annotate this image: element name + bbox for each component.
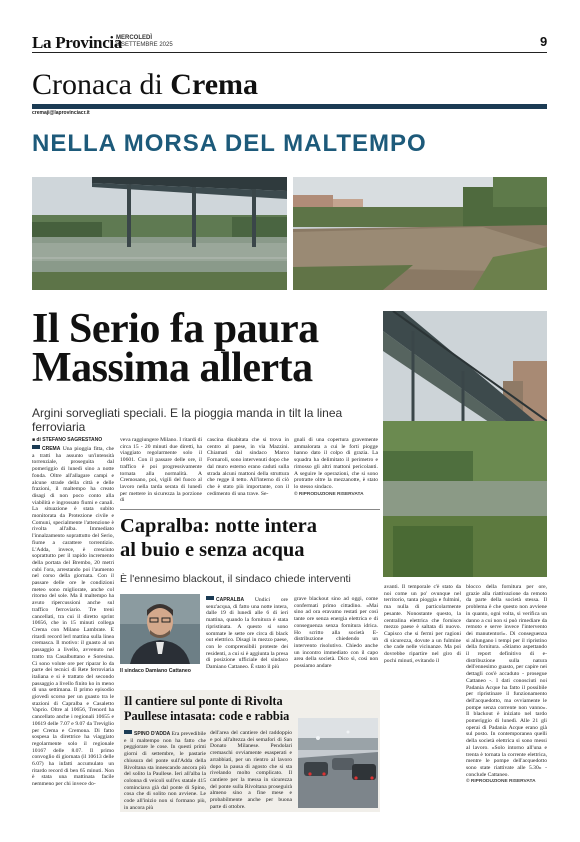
second-headline — [120, 514, 380, 562]
second-headline-line2: al buio e senza acqua — [120, 539, 305, 561]
main-column-4 — [294, 437, 378, 507]
lead-marker — [32, 445, 40, 449]
second-dateline: CAPRALBA — [216, 597, 245, 603]
issue-weekday: MERCOLEDÌ — [116, 35, 152, 41]
second-column-1 — [206, 596, 288, 686]
main-column-3 — [207, 437, 289, 505]
issue-date — [116, 35, 173, 49]
photo-mayor-portrait — [120, 594, 200, 664]
section-email: cremaji@laprovinciacr.it — [32, 110, 90, 116]
issue-full-date: 3 SETTEMBRE 2025 — [116, 42, 173, 48]
main-col4-text: gnali di una copertura gravemente ammalorata a cui le forti piogge hanno dato il colpo di grazia. La squadra ha delimitato il perimetro e rimosso gli altri mattoni pericolanti. A seguire le operazioni, che si sono protratte oltre la mezzanotte, è stato lo stesso sindaco. — [294, 437, 378, 490]
mayor-photo-caption: Il sindaco Damiano Cattaneo — [120, 668, 191, 674]
second-deck: È l'ennesimo blackout, il sindaco chiede interventi — [120, 573, 351, 585]
second-column-3 — [384, 584, 461, 834]
photo-bridge-river — [32, 177, 287, 290]
lead-marker — [206, 596, 214, 600]
section-bar — [32, 104, 547, 109]
box-column-1 — [124, 730, 206, 810]
main-col3-text: cascina disabitata che si trova in centro al paese, in via Mazzini. Chiamati dal sindaco Marco Fornaroli, sono intervenuti dopo che dal muro esterno erano caduti sulla strada alcuni mattoni della struttura che regge il tetto. All'interno di ciò che è stato più importante, con il cedimento di una trave. Se- — [207, 437, 289, 497]
lead-marker — [124, 730, 132, 734]
section-title — [32, 68, 258, 102]
box-headline-line2: Paullese intasata: code e rabbia — [124, 709, 290, 723]
photo-traffic-jam — [298, 718, 378, 808]
box-col2-text: dell'area del cantiere del raddoppio e poi all'altezza dei semafori di San Donato Milanese. Pendolari cremaschi ovviamente esasperati e arrabbiati, per un rientro al lavoro dopo la pausa di agosto che si sta rivelando molto complicato. Il cantiere per la messa in sicurezza del ponte sulla Rivoltana proseguirà almeno sino a fine mese e probabilmente anche per buona parte di ottobre. — [210, 730, 292, 810]
section-city: Crema — [170, 68, 259, 101]
box-col1-text: Era prevedibile e il maltempo non ha fatto che peggiorare le cose. In questi primi giorni di settembre, le pastarie chiusura del ponte sull'Adda della Rivoltana sta innescando ancora più del solito la Paullese. Ieri all'alba la colonna di veicoli sull'ex statale 415 cominciava già dal ponte di Spino, cosa che di solito non avviene. Le code all'inizio non si formano più, in ancora più — [124, 731, 206, 810]
box-headline-line1: Il cantiere sul ponte di Rivolta — [124, 694, 283, 708]
main-dateline: CREMA — [42, 446, 61, 452]
photo-railway-bridge — [383, 311, 547, 577]
page-kicker: NELLA MORSA DEL MALTEMPO — [32, 130, 427, 157]
second-copyright: © RIPRODUZIONE RISERVATA — [466, 779, 536, 785]
second-col2-text: grave blackout sino ad oggi, come confermati primo cittadino. «Mai sino ad ora eravamo restati per così tante ore senza energia elettrica e di conseguenza senza fornitura idrica. Ho scritto alla società E-distribuzione chiedendo un intervento risolutivo. Chiedo anche un incontro immediato con il capo area della società. Dico sì, così non possiamo andare — [294, 596, 378, 670]
second-headline-line1: Capralba: notte intera — [120, 515, 318, 537]
second-col4-text: blocco della fornitura per ore, grazie alla riattivazione da remoto da parte della società stessa. Il problema è che questo non avviene in quanto, ogni volta, si verifica un danno a cui non si può rimediare da remoto e serve invece l'intervento dei manutentori». Di conseguenza si allungano i tempi per il ripristino della fornitura. «Stiamo aspettando il report definitivo di e-distribuzione sulla natura dell'ennesimo guasto, per capire nei dettagli cos'è accaduto - prosegue Cattaneo -. I dati conosciuti noi Padania Acque ha fatto il possibile per ripristinare il funzionamento dell'acquedotto, ma ovviamente le pompe senza corrente non vanno». Il blackout è iniziato nel tardo pomeriggio di lunedì. Alle 21 gli operai di Padania Acque erano già sul posto. In contemporanea quelli della società elettrica si sono messi al lavoro. «Solo intorno all'una e trenta è tornata la corrente elettrica, mentre le pompe dell'acquedotto sono state riattivate alle 5.30» - conclude Cattaneo. — [466, 584, 547, 778]
main-headline-line1: Il Serio fa paura — [32, 306, 319, 352]
newspaper-brand: La Provincia — [32, 33, 123, 52]
main-copyright: © RIPRODUZIONE RISERVATA — [294, 491, 364, 497]
main-byline-text: di STEFANO SAGRESTANO — [36, 437, 103, 443]
story-divider — [120, 509, 380, 510]
box-dateline: SPINO D'ADDA — [134, 731, 171, 737]
second-column-4 — [466, 584, 547, 832]
main-headline-line2: Massima allerta — [32, 345, 313, 391]
box-column-2 — [210, 730, 292, 810]
main-column-2 — [120, 437, 202, 505]
second-col1-text: Undici ore senz'acqua, di fatto una notte intera, dalle 19 di lunedì alle 6 di ieri mattina, quando la fornitura è stata ripristinata. A questo si sono sommate le sette ore circa di black out elettrico. Disagi in mezzo paese, con le comprensibili proteste dei residenti, a cui si è aggiunta la presa di posizione ufficiale del sindaco Damiano Cattaneo. È stato il più — [206, 597, 288, 671]
second-col3-text: avanti. Il temporale c'è stato da noi come un po' ovunque nel territorio, tanta pioggia e fulmini, ma nulla di particolarmente pesante. Nonostante questo, la centralina elettrica che fornisce mezzo paese è saltata di nuovo. Capisco che si fermi per ragioni di sicurezza, dovute a un fulmine che cade nelle vicinanze. Ma poi dovrebbe ripartire nel giro di pochi minuti, evitando il — [384, 584, 461, 664]
header-divider — [32, 52, 547, 53]
main-headline — [32, 306, 382, 391]
main-byline: ■ di STEFANO SAGRESTANO — [32, 437, 103, 443]
page-number: 9 — [540, 34, 548, 49]
main-column-1 — [32, 445, 114, 840]
main-col2-text: veva raggiungere Milano. I ritardi di circa 15 - 20 minuti due diretti, ha viaggiato regolarmente solo il 10601. Con il passare delle ore, il traffico è poi progressivamente tornata alla normalità. A Cremosano, poi, vigili del fuoco al lavoro nella tarda serata di lunedì per mettere in sicurezza la porzione di — [120, 437, 202, 504]
main-col1-text: Una pioggia fitta, che a tratti ha assunto un'intensità torrenziale, proseguita dal pomeriggio di lunedì sino a notte fonda. Oltre all'allagare campi e alcune strade della città e delle frazioni, il maltempo ha creato disagi di non poco conto alla viabilità e ingrossato fiumi e canali. La situazione è stata subito monitorata da Protezione civile e Comuni, specialmente l'attenzione è rivolta all'alba. Immediato l'innalzamento soprattutto del Serio, fiume a carattere torrentizio. L'Adda, invece, è cresciuto soprattutto per il rapido incremento della portata del Brembo, 20 metri cubi l'ora, arrestando poi l'aumento nel corso della giornata. Con il passare delle ore le condizioni meteo sono migliorate, anche col ritorno del sole. Ma il maltempo ha avuto ripercussioni anche sul traffico ferroviario. Tre treni cancellati, tra cui il diretto sprint 10656, che in 15 minuti collega Crema con Milano Lambrate. E ritardi record lerl mattina sulla linea cremasca. Il motivo: il guasto al un passaggio a livello, avvenuto nel tratto tra Casalbuttano e Soresina. Ci sono volute ore per riparar lo da parte dei tecnici di Rete ferroviaria italiana e si è trattato del secondo passaggio a livello finito ko in meno di una settimana. Il primo episodio giovedì scorso per un guasto tra le stazioni di Capralba e Casaletto Vaprio. Oltre al 10656, Trenord ha cancellato anche i regionali 10655 e 10619 delle 7.07 e 9.07 da Treviglio per Crema e Cremona. Di fatto sospesa la direttrice ha viaggiato regolarmente solo il regionale 10167 delle 8.07. Il primo convoglio di giornata (il 10613 delle 6.07) ha infatti accumulato un ritardo record di ben 65 minuti. Non è stata una mattinata facile nemmeno per chi invece do- — [32, 446, 114, 788]
section-prefix: Cronaca di — [32, 68, 163, 101]
photo-swollen-river — [293, 177, 547, 290]
second-column-2 — [294, 596, 378, 686]
main-deck: Argini sorvegliati speciali. E la pioggia manda in tilt la linea ferroviaria — [32, 406, 343, 434]
